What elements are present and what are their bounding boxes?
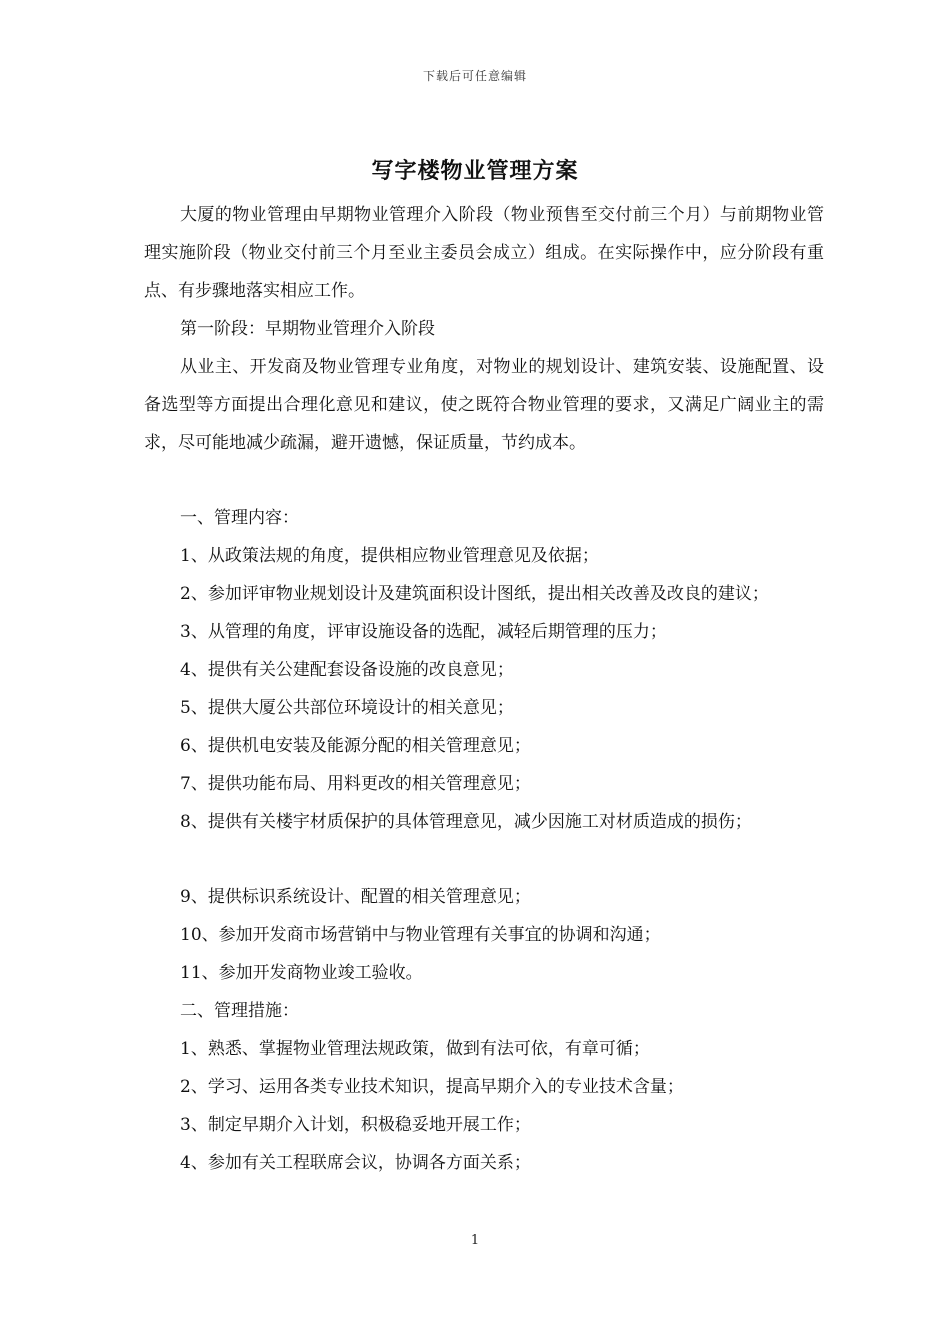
content-item-2: 2、参加评审物业规划设计及建筑面积设计图纸，提出相关改善及改良的建议； (180, 584, 769, 604)
content-item-7: 7、提供功能布局、用料更改的相关管理意见； (180, 774, 531, 794)
content-item-4: 4、提供有关公建配套设备设施的改良意见； (180, 660, 514, 680)
content-item-6: 6、提供机电安装及能源分配的相关管理意见； (180, 736, 531, 756)
measure-item-2: 2、学习、运用各类专业技术知识，提高早期介入的专业技术含量； (180, 1077, 684, 1097)
intro-paragraph: 大厦的物业管理由早期物业管理介入阶段（物业预售至交付前三个月）与前期物业管理实施阶段（物业交付前三个月至业主委员会成立）组成。在实际操作中，应分阶段有重点、有步骤地落实相应工作。 (144, 205, 824, 301)
section-heading-content: 一、管理内容： (180, 508, 299, 528)
stage-description: 从业主、开发商及物业管理专业角度，对物业的规划设计、建筑安装、设施配置、设备选型等方面提出合理化意见和建议，使之既符合物业管理的要求，又满足广阔业主的需求，尽可能地减少疏漏，避开遗憾，保证质量，节约成本。 (144, 357, 824, 453)
content-item-5: 5、提供大厦公共部位环境设计的相关意见； (180, 698, 514, 718)
measure-item-3: 3、制定早期介入计划，积极稳妥地开展工作； (180, 1115, 531, 1135)
content-item-10: 10、参加开发商市场营销中与物业管理有关事宜的协调和沟通； (180, 925, 661, 945)
document-title: 写字楼物业管理方案 (371, 158, 579, 184)
content-item-9: 9、提供标识系统设计、配置的相关管理意见； (180, 887, 531, 907)
stage-heading: 第一阶段：早期物业管理介入阶段 (180, 319, 435, 339)
measure-item-1: 1、熟悉、掌握物业管理法规政策，做到有法可依，有章可循； (180, 1039, 650, 1059)
content-item-8: 8、提供有关楼宇材质保护的具体管理意见，减少因施工对材质造成的损伤； (180, 812, 752, 832)
content-item-11: 11、参加开发商物业竣工验收。 (180, 963, 423, 983)
content-item-1: 1、从政策法规的角度，提供相应物业管理意见及依据； (180, 546, 599, 566)
section-heading-measures: 二、管理措施： (180, 1001, 299, 1021)
paragraph-gap (144, 462, 824, 499)
measure-item-4: 4、参加有关工程联席会议，协调各方面关系； (180, 1153, 531, 1173)
paragraph-gap (144, 841, 824, 878)
header-note: 下载后可任意编辑 (422, 69, 527, 83)
document-body (144, 196, 824, 1182)
content-item-3: 3、从管理的角度，评审设施设备的选配，减轻后期管理的压力； (180, 622, 667, 642)
page-number: 1 (470, 1233, 480, 1248)
